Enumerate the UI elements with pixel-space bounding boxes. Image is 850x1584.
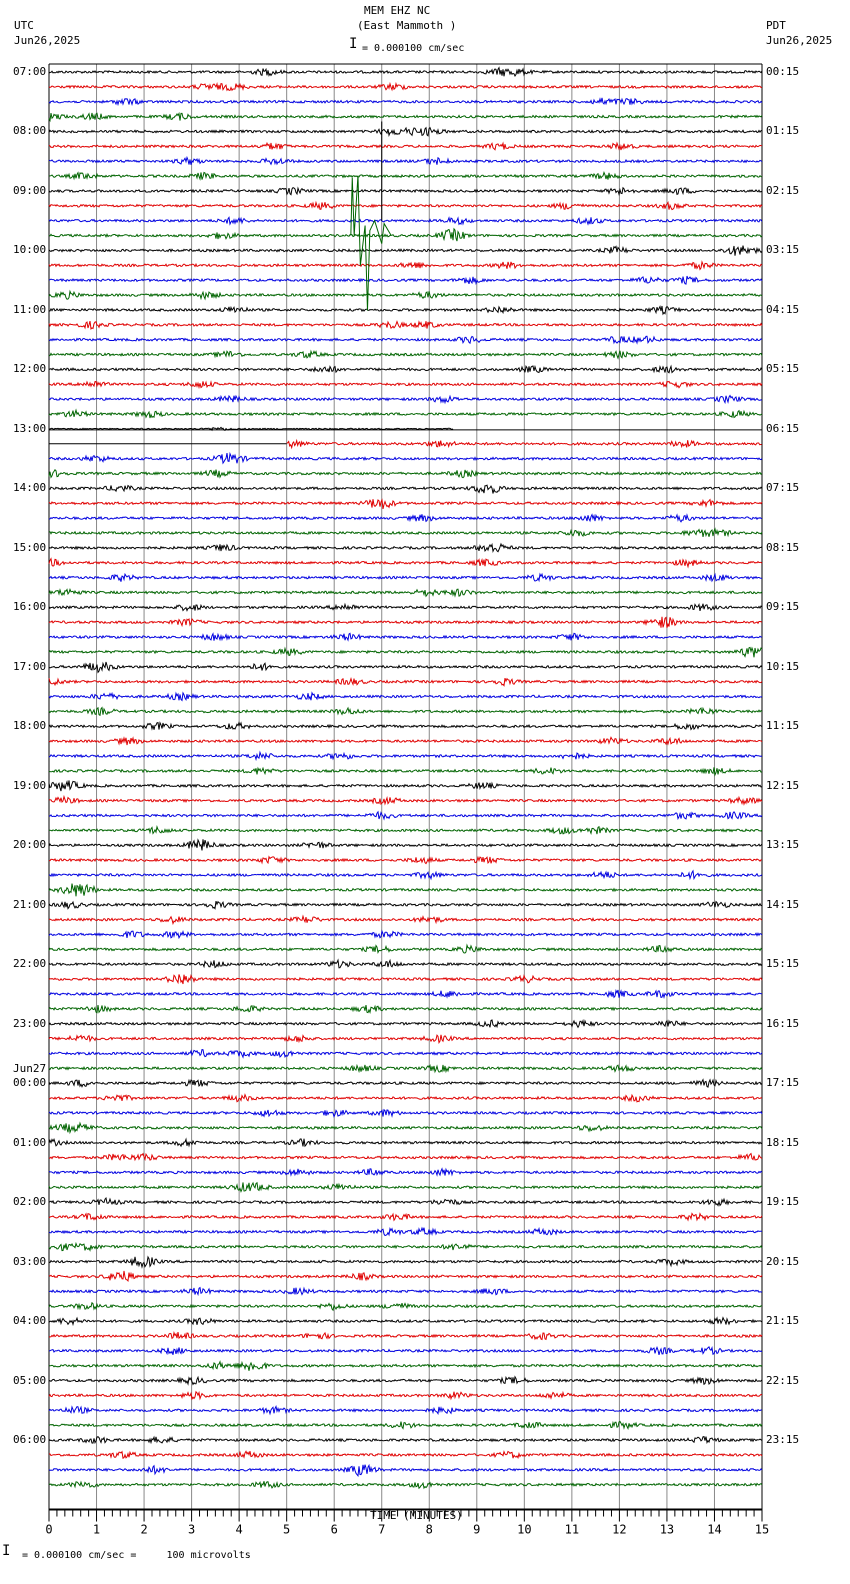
trace-22:00-1	[49, 974, 762, 984]
trace-12:00-0	[49, 366, 762, 373]
trace-21:00-3	[49, 945, 762, 953]
trace-08:00-0	[49, 128, 762, 136]
left-time-label: 18:00	[13, 719, 47, 733]
x-tick-label: 10	[517, 1522, 532, 1537]
trace-01:00-2	[49, 1169, 762, 1176]
trace-12:00-2	[49, 396, 762, 403]
x-tick-label: 3	[187, 1522, 196, 1537]
right-time-label: 02:15	[766, 183, 800, 197]
left-time-label: 14:00	[13, 481, 47, 495]
trace-02:00-3	[49, 1244, 762, 1251]
trace-23:00-0	[49, 1020, 762, 1027]
right-time-label: 15:15	[766, 957, 800, 971]
trace-11:00-3	[49, 351, 762, 358]
trace-11:00-1	[49, 321, 762, 329]
left-time-label: 03:00	[13, 1254, 47, 1268]
trace-12:00-3	[49, 410, 762, 418]
trace-09:00-3	[49, 229, 762, 241]
trace-06:00-1	[49, 1451, 762, 1458]
trace-21:00-1	[49, 916, 762, 923]
x-tick-label: 14	[707, 1522, 722, 1537]
x-tick-label: 12	[612, 1522, 627, 1537]
right-time-label: 18:15	[766, 1135, 800, 1149]
trace-05:00-0	[49, 1377, 762, 1385]
right-time-label: 11:15	[766, 719, 800, 733]
trace-18:00-1	[49, 737, 762, 745]
trace-16:00-3	[49, 647, 762, 657]
trace-01:00-1	[49, 1154, 762, 1161]
trace-03:00-0	[49, 1257, 762, 1267]
trace-14:00-3	[49, 529, 762, 537]
left-time-label: 08:00	[13, 124, 47, 138]
date-change-label: Jun27	[13, 1062, 47, 1076]
trace-18:00-0	[49, 723, 762, 730]
trace-22:00-0	[49, 960, 762, 968]
left-time-label: 09:00	[13, 183, 47, 197]
trace-20:00-3	[49, 884, 762, 897]
left-time-label: 05:00	[13, 1373, 47, 1387]
left-time-label: 13:00	[13, 421, 47, 435]
trace-10:00-3	[49, 291, 762, 299]
trace-17:00-3	[49, 708, 762, 716]
trace-10:00-0	[49, 246, 762, 256]
trace-17:00-1	[49, 678, 762, 686]
trace-18:00-3	[49, 767, 762, 775]
trace-02:00-2	[49, 1228, 762, 1236]
x-tick-label: 15	[754, 1522, 770, 1537]
trace-21:00-2	[49, 931, 762, 938]
right-time-label: 10:15	[766, 659, 800, 673]
trace-03:00-1	[49, 1271, 762, 1281]
trace-01:00-3	[49, 1182, 762, 1191]
left-time-label: 02:00	[13, 1195, 47, 1209]
scale-bar-icon: I	[349, 36, 358, 52]
earthquake-event-trace	[351, 176, 391, 311]
trace-02:00-1	[49, 1214, 762, 1221]
scale-label: = 0.000100 cm/sec	[362, 43, 465, 54]
trace-18:00-2	[49, 752, 762, 759]
right-time-label: 00:15	[766, 65, 800, 78]
trace-23:00-3	[49, 1065, 762, 1072]
trace-09:00-2	[49, 217, 762, 224]
trace-20:00-1	[49, 857, 762, 864]
trace-14:00-1	[49, 499, 762, 509]
trace-19:00-3	[49, 827, 762, 834]
left-time-label: 21:00	[13, 897, 47, 911]
left-time-label: 16:00	[13, 600, 47, 614]
station-title: MEM EHZ NC	[364, 4, 431, 17]
x-tick-label: 7	[378, 1522, 386, 1537]
x-tick-label: 8	[425, 1522, 433, 1537]
trace-10:00-2	[49, 276, 762, 284]
right-date: Jun26,2025	[766, 34, 833, 47]
trace-02:00-0	[49, 1198, 762, 1205]
trace-14:00-0	[49, 485, 762, 493]
trace-08:00-2	[49, 158, 762, 165]
trace-00:00-0	[49, 1080, 762, 1087]
trace-20:00-2	[49, 871, 762, 879]
left-timezone: UTC	[14, 19, 34, 32]
x-tick-label: 9	[473, 1522, 481, 1537]
right-time-label: 01:15	[766, 124, 800, 138]
trace-23:00-1	[49, 1035, 762, 1043]
trace-16:00-2	[49, 633, 762, 640]
trace-19:00-0	[49, 780, 762, 791]
trace-03:00-2	[49, 1288, 762, 1295]
left-time-label: 20:00	[13, 838, 47, 852]
trace-14:00-2	[49, 514, 762, 522]
x-tick-label: 4	[235, 1522, 243, 1537]
trace-20:00-0	[49, 839, 762, 850]
trace-09:00-1	[49, 202, 762, 209]
trace-07:00-3	[49, 113, 762, 121]
trace-04:00-2	[49, 1347, 762, 1355]
trace-01:00-0	[49, 1139, 762, 1147]
right-time-label: 21:15	[766, 1314, 800, 1328]
trace-16:00-0	[49, 604, 762, 611]
left-date: Jun26,2025	[14, 34, 81, 47]
left-time-label: 22:00	[13, 957, 47, 971]
right-time-label: 16:15	[766, 1016, 800, 1030]
right-time-label: 22:15	[766, 1373, 800, 1387]
station-location: (East Mammoth )	[357, 19, 457, 32]
trace-22:00-2	[49, 990, 762, 998]
trace-05:00-2	[49, 1407, 762, 1414]
trace-07:00-2	[49, 98, 762, 105]
trace-16:00-1	[49, 617, 762, 628]
trace-08:00-3	[49, 172, 762, 179]
trace-15:00-0	[49, 544, 762, 552]
right-time-label: 05:15	[766, 362, 800, 376]
trace-09:00-0	[49, 188, 762, 195]
trace-12:00-1	[49, 381, 762, 387]
trace-17:00-0	[49, 662, 762, 672]
trace-11:00-0	[49, 306, 762, 314]
left-time-label: 01:00	[13, 1135, 47, 1149]
trace-04:00-3	[49, 1362, 762, 1371]
x-tick-label: 0	[45, 1522, 53, 1537]
left-time-label: 07:00	[13, 65, 47, 78]
x-tick-label: 13	[659, 1522, 675, 1537]
left-time-label: 11:00	[13, 302, 47, 316]
trace-08:00-1	[49, 143, 762, 150]
x-axis-label: TIME (MINUTES)	[370, 1509, 463, 1522]
right-time-label: 03:15	[766, 243, 800, 257]
right-time-label: 20:15	[766, 1254, 800, 1268]
right-time-label: 19:15	[766, 1195, 800, 1209]
right-time-label: 23:15	[766, 1433, 800, 1447]
trace-00:00-2	[49, 1110, 762, 1117]
left-time-label: 15:00	[13, 540, 47, 554]
left-time-label: 04:00	[13, 1314, 47, 1328]
x-tick-label: 6	[330, 1522, 338, 1537]
trace-11:00-2	[49, 336, 762, 343]
trace-13:00-3	[49, 470, 762, 478]
left-time-label: 10:00	[13, 243, 47, 257]
right-time-label: 06:15	[766, 421, 800, 435]
x-tick-label: 5	[283, 1522, 291, 1537]
left-time-label: 06:00	[13, 1433, 47, 1447]
trace-23:00-2	[49, 1050, 762, 1058]
trace-04:00-1	[49, 1332, 762, 1339]
trace-00:00-1	[49, 1095, 762, 1102]
right-timezone: PDT	[766, 19, 786, 32]
right-time-label: 17:15	[766, 1076, 800, 1090]
trace-04:00-0	[49, 1318, 762, 1325]
right-time-label: 08:15	[766, 540, 800, 554]
trace-19:00-2	[49, 812, 762, 819]
trace-07:00-0	[49, 68, 762, 77]
trace-00:00-3	[49, 1123, 762, 1132]
right-time-label: 12:15	[766, 778, 800, 792]
right-time-label: 07:15	[766, 481, 800, 495]
left-time-label: 00:00	[13, 1076, 47, 1090]
x-tick-label: 2	[140, 1522, 148, 1537]
trace-05:00-3	[49, 1422, 762, 1429]
right-time-label: 14:15	[766, 897, 800, 911]
trace-03:00-3	[49, 1303, 762, 1310]
x-tick-label: 1	[92, 1522, 101, 1537]
left-time-label: 19:00	[13, 778, 47, 792]
trace-06:00-0	[49, 1437, 762, 1444]
right-time-label: 04:15	[766, 302, 800, 316]
left-time-label: 17:00	[13, 659, 47, 673]
trace-21:00-0	[49, 901, 762, 909]
trace-05:00-1	[49, 1392, 762, 1399]
trace-06:00-3	[49, 1481, 762, 1488]
footer-scale-icon: I	[2, 1543, 11, 1559]
trace-15:00-3	[49, 589, 762, 596]
left-time-label: 23:00	[13, 1016, 47, 1030]
trace-06:00-2	[49, 1465, 762, 1476]
footer-scale-label: = 0.000100 cm/sec = 100 microvolts	[22, 1550, 251, 1561]
right-time-label: 13:15	[766, 838, 800, 852]
trace-22:00-3	[49, 1005, 762, 1013]
trace-10:00-1	[49, 262, 762, 270]
right-time-label: 09:15	[766, 600, 800, 614]
x-tick-label: 11	[564, 1522, 580, 1537]
left-time-label: 12:00	[13, 362, 47, 376]
trace-19:00-1	[49, 797, 762, 804]
trace-15:00-1	[49, 559, 762, 567]
trace-07:00-1	[49, 84, 762, 91]
trace-15:00-2	[49, 574, 762, 582]
trace-13:00-2	[49, 453, 762, 463]
trace-17:00-2	[49, 693, 762, 701]
